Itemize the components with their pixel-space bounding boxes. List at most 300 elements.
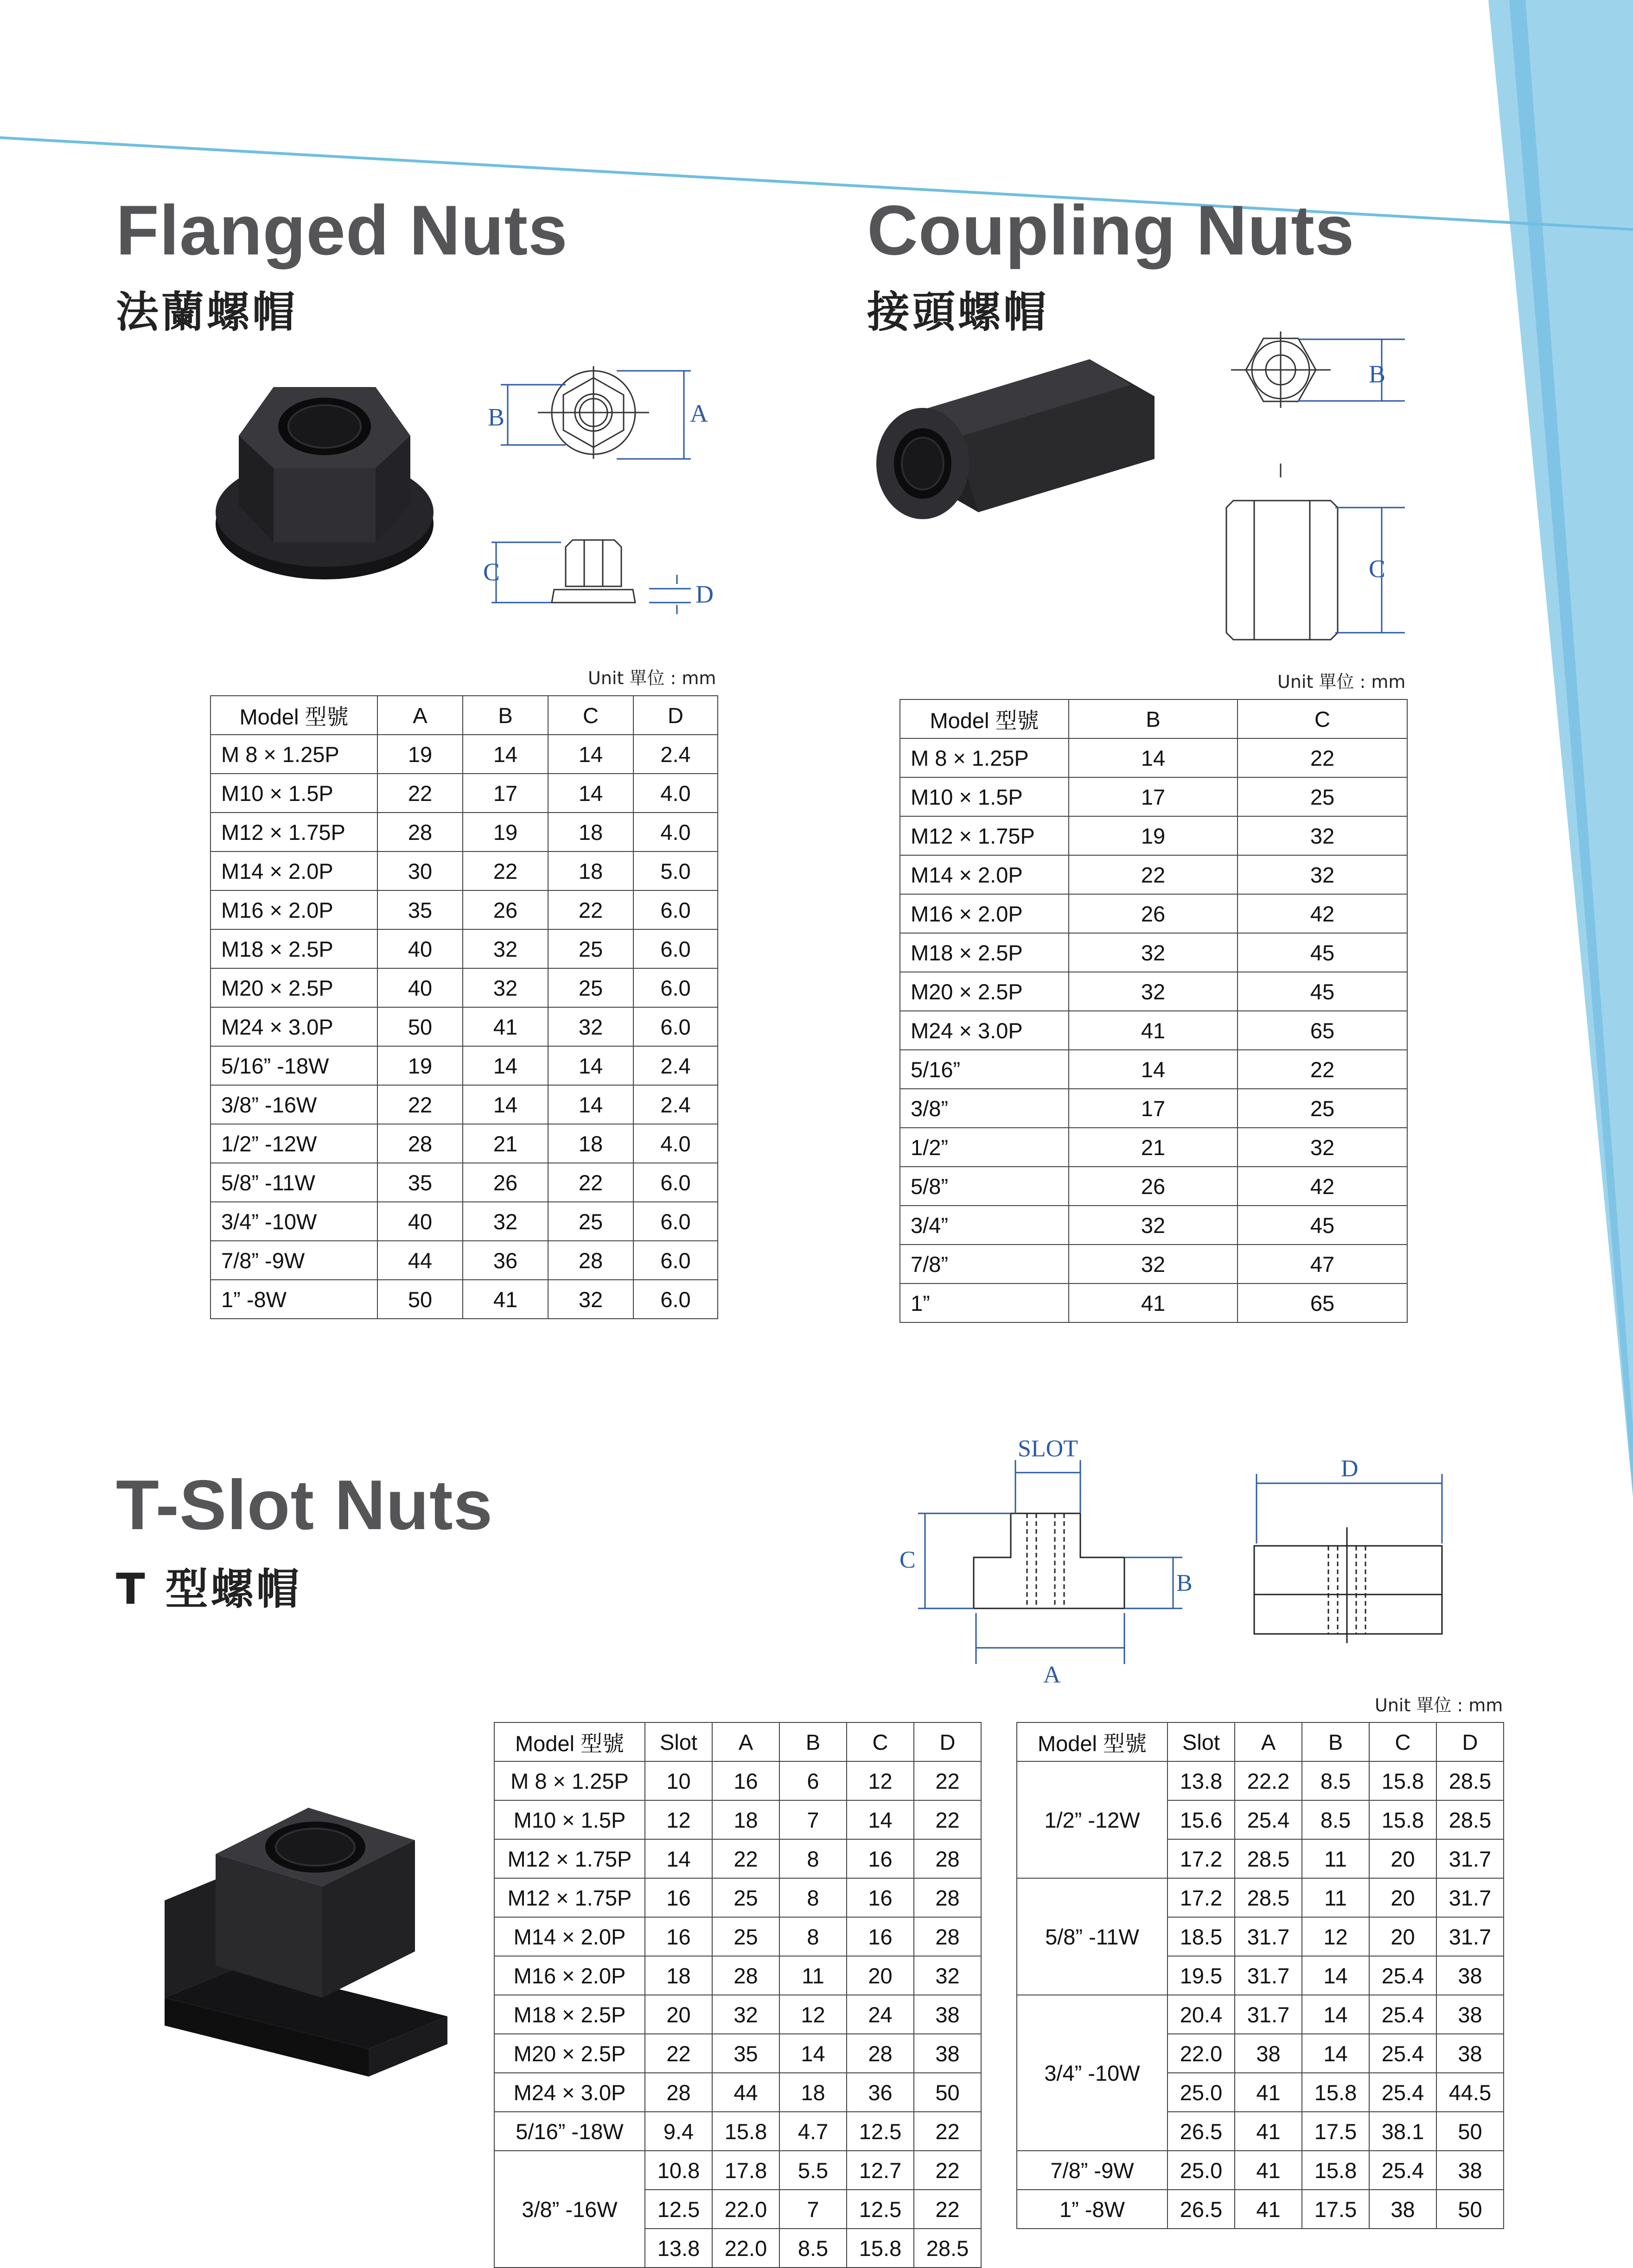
- table-row: [494, 2073, 981, 2112]
- value-cell: 12: [847, 1761, 914, 1800]
- value-cell: 18: [779, 2073, 847, 2112]
- coupling-diagram-label-b: B: [1369, 360, 1386, 388]
- value-cell: 47: [1238, 1245, 1407, 1283]
- flanged-diagram-label-b: B: [488, 403, 505, 431]
- value-cell: 28.5: [914, 2229, 981, 2268]
- table-row: [494, 2151, 981, 2190]
- value-cell: 9.4: [645, 2112, 712, 2151]
- value-cell: 19.5: [1167, 1956, 1235, 1995]
- value-cell: 22.2: [1235, 1761, 1302, 1800]
- column-header-model: Model 型號: [494, 1722, 645, 1761]
- table-row: [1017, 2151, 1504, 2190]
- tslot-nuts-spec-table-imperial: [1016, 1722, 1504, 2229]
- table-header-row: [900, 699, 1407, 738]
- value-cell: 14: [779, 2034, 847, 2073]
- value-cell: 13.8: [645, 2229, 712, 2268]
- table-row: [900, 1089, 1407, 1128]
- value-cell: 28.5: [1235, 1878, 1302, 1917]
- table-row: [494, 1839, 981, 1878]
- value-cell: 11: [1302, 1839, 1369, 1878]
- value-cell: 25.4: [1369, 1995, 1436, 2034]
- model-cell: 1/2” -12W: [211, 1124, 377, 1163]
- model-cell: M18 × 2.5P: [211, 929, 377, 968]
- model-cell: M10 × 1.5P: [494, 1800, 645, 1839]
- model-cell: 3/8” -16W: [211, 1085, 377, 1124]
- value-cell: 32: [463, 1202, 548, 1241]
- model-cell: M 8 × 1.25P: [211, 735, 377, 774]
- table-row: [211, 1046, 718, 1085]
- table-row: [900, 933, 1407, 972]
- value-cell: 28: [548, 1241, 633, 1280]
- tslot-diagram-label-slot: SLOT: [1018, 1436, 1078, 1462]
- value-cell: 4.0: [633, 1124, 718, 1163]
- value-cell: 31.7: [1436, 1917, 1504, 1956]
- value-cell: 17.5: [1302, 2112, 1369, 2151]
- value-cell: 22: [645, 2034, 712, 2073]
- value-cell: 30: [377, 851, 463, 890]
- table-row: [211, 851, 718, 890]
- value-cell: 28.5: [1436, 1800, 1504, 1839]
- table-row: [494, 1956, 981, 1995]
- value-cell: 41: [1069, 1283, 1238, 1322]
- flanged-nut-photo: [195, 352, 454, 593]
- model-cell: M24 × 3.0P: [494, 2073, 645, 2112]
- model-cell: M12 × 1.75P: [900, 816, 1069, 855]
- column-header-b: B: [1069, 699, 1238, 738]
- value-cell: 14: [1069, 1050, 1238, 1089]
- table-row: [900, 816, 1407, 855]
- model-cell: 1” -8W: [1017, 2190, 1167, 2229]
- value-cell: 11: [1302, 1878, 1369, 1917]
- value-cell: 40: [377, 968, 463, 1007]
- value-cell: 22: [712, 1839, 779, 1878]
- model-cell: M16 × 2.0P: [900, 894, 1069, 933]
- table-row: [900, 738, 1407, 777]
- column-header-model: Model 型號: [211, 696, 377, 735]
- table-row: [494, 1761, 981, 1800]
- value-cell: 22: [914, 2112, 981, 2151]
- flanged-diagram-label-d: D: [695, 580, 714, 608]
- value-cell: 25.0: [1167, 2151, 1235, 2190]
- model-cell: 5/16” -18W: [211, 1046, 377, 1085]
- model-cell: 3/4” -10W: [1017, 1995, 1167, 2151]
- table-row: [900, 1206, 1407, 1245]
- column-header-a: A: [1235, 1722, 1302, 1761]
- model-cell: 5/16” -18W: [494, 2112, 645, 2151]
- value-cell: 31.7: [1235, 1995, 1302, 2034]
- value-cell: 14: [463, 1046, 548, 1085]
- value-cell: 25.4: [1369, 2151, 1436, 2190]
- model-cell: 5/16”: [900, 1050, 1069, 1089]
- value-cell: 25.4: [1369, 2073, 1436, 2112]
- table-row: [1017, 2190, 1504, 2229]
- tslot-diagram-label-d: D: [1341, 1455, 1359, 1482]
- value-cell: 42: [1238, 1167, 1407, 1206]
- value-cell: 65: [1238, 1283, 1407, 1322]
- value-cell: 15.8: [712, 2112, 779, 2151]
- value-cell: 28.5: [1235, 1839, 1302, 1878]
- value-cell: 32: [1069, 1206, 1238, 1245]
- value-cell: 15.8: [1302, 2151, 1369, 2190]
- model-cell: 1/2”: [900, 1128, 1069, 1167]
- value-cell: 38: [1369, 2190, 1436, 2229]
- model-cell: 3/8”: [900, 1089, 1069, 1128]
- value-cell: 25: [548, 1202, 633, 1241]
- value-cell: 15.8: [1369, 1800, 1436, 1839]
- value-cell: 50: [377, 1280, 463, 1319]
- value-cell: 15.6: [1167, 1800, 1235, 1839]
- table-row: [494, 2112, 981, 2151]
- value-cell: 20.4: [1167, 1995, 1235, 2034]
- value-cell: 16: [712, 1761, 779, 1800]
- coupling-nut-diagram: [1196, 324, 1456, 649]
- value-cell: 25.4: [1369, 1956, 1436, 1995]
- value-cell: 18: [712, 1800, 779, 1839]
- value-cell: 26: [463, 1163, 548, 1202]
- model-cell: M14 × 2.0P: [494, 1917, 645, 1956]
- value-cell: 18.5: [1167, 1917, 1235, 1956]
- value-cell: 41: [1235, 2073, 1302, 2112]
- value-cell: 28: [377, 1124, 463, 1163]
- table-row: [900, 972, 1407, 1011]
- model-cell: M16 × 2.0P: [211, 890, 377, 929]
- value-cell: 36: [463, 1241, 548, 1280]
- tslot-nuts-spec-table-metric: [494, 1722, 982, 2268]
- value-cell: 31.7: [1436, 1878, 1504, 1917]
- table-header-row: [1017, 1722, 1504, 1761]
- tslot-unit-label: Unit 單位 : mm: [1375, 1695, 1503, 1715]
- value-cell: 6.0: [633, 1241, 718, 1280]
- coupling-nuts-spec-table: [899, 699, 1408, 1323]
- model-cell: M20 × 2.5P: [900, 972, 1069, 1011]
- model-cell: 5/8”: [900, 1167, 1069, 1206]
- coupling-diagram-label-c: C: [1369, 555, 1386, 583]
- value-cell: 38: [1436, 1995, 1504, 2034]
- value-cell: 15.8: [847, 2229, 914, 2268]
- value-cell: 14: [1302, 1995, 1369, 2034]
- column-header-d: D: [1436, 1722, 1504, 1761]
- model-cell: M14 × 2.0P: [211, 851, 377, 890]
- table-row: [211, 929, 718, 968]
- value-cell: 32: [1069, 972, 1238, 1011]
- table-row: [900, 1050, 1407, 1089]
- value-cell: 32: [1238, 855, 1407, 894]
- flanged-diagram-label-c: C: [483, 558, 500, 586]
- value-cell: 15.8: [1302, 2073, 1369, 2112]
- model-cell: M20 × 2.5P: [494, 2034, 645, 2073]
- column-header-b: B: [463, 696, 548, 735]
- column-header-c: C: [548, 696, 633, 735]
- coupling-nuts-title: Coupling Nuts: [867, 191, 1355, 270]
- model-cell: M24 × 3.0P: [900, 1011, 1069, 1050]
- column-header-model: Model 型號: [900, 699, 1069, 738]
- value-cell: 6.0: [633, 968, 718, 1007]
- value-cell: 17.8: [712, 2151, 779, 2190]
- value-cell: 28: [914, 1839, 981, 1878]
- value-cell: 45: [1238, 933, 1407, 972]
- table-row: [900, 1011, 1407, 1050]
- table-row: [1017, 1878, 1504, 1917]
- table-row: [211, 1202, 718, 1241]
- value-cell: 12: [645, 1800, 712, 1839]
- column-header-slot: Slot: [1167, 1722, 1235, 1761]
- value-cell: 19: [377, 1046, 463, 1085]
- value-cell: 26: [1069, 894, 1238, 933]
- value-cell: 38: [1436, 1956, 1504, 1995]
- value-cell: 22: [914, 1761, 981, 1800]
- value-cell: 44: [377, 1241, 463, 1280]
- table-row: [211, 1241, 718, 1280]
- value-cell: 18: [548, 851, 633, 890]
- table-row: [494, 1878, 981, 1917]
- value-cell: 10: [645, 1761, 712, 1800]
- value-cell: 13.8: [1167, 1761, 1235, 1800]
- value-cell: 31.7: [1235, 1917, 1302, 1956]
- column-header-b: B: [1302, 1722, 1369, 1761]
- value-cell: 44: [712, 2073, 779, 2112]
- value-cell: 14: [847, 1800, 914, 1839]
- table-row: [900, 1167, 1407, 1206]
- value-cell: 40: [377, 1202, 463, 1241]
- value-cell: 16: [645, 1878, 712, 1917]
- value-cell: 31.7: [1436, 1839, 1504, 1878]
- value-cell: 16: [847, 1839, 914, 1878]
- value-cell: 12: [1302, 1917, 1369, 1956]
- table-row: [494, 2034, 981, 2073]
- value-cell: 28: [645, 2073, 712, 2112]
- value-cell: 35: [377, 890, 463, 929]
- value-cell: 19: [463, 813, 548, 851]
- model-cell: M 8 × 1.25P: [494, 1761, 645, 1800]
- model-cell: 7/8” -9W: [1017, 2151, 1167, 2190]
- value-cell: 18: [548, 813, 633, 851]
- value-cell: 17: [1069, 1089, 1238, 1128]
- value-cell: 25.0: [1167, 2073, 1235, 2112]
- value-cell: 28: [914, 1878, 981, 1917]
- flanged-diagram-label-a: A: [690, 400, 708, 427]
- table-row: [494, 1800, 981, 1839]
- table-header-row: [494, 1722, 981, 1761]
- value-cell: 31.7: [1235, 1956, 1302, 1995]
- value-cell: 7: [779, 2190, 847, 2229]
- value-cell: 26: [1069, 1167, 1238, 1206]
- model-cell: 1”: [900, 1283, 1069, 1322]
- table-row: [211, 1280, 718, 1319]
- value-cell: 25: [548, 929, 633, 968]
- value-cell: 2.4: [633, 1085, 718, 1124]
- value-cell: 32: [1069, 1245, 1238, 1283]
- value-cell: 4.0: [633, 813, 718, 851]
- table-row: [211, 968, 718, 1007]
- model-cell: 3/4” -10W: [211, 1202, 377, 1241]
- value-cell: 14: [463, 1085, 548, 1124]
- model-cell: 7/8”: [900, 1245, 1069, 1283]
- model-cell: M 8 × 1.25P: [900, 738, 1069, 777]
- model-cell: M24 × 3.0P: [211, 1007, 377, 1046]
- value-cell: 19: [1069, 816, 1238, 855]
- value-cell: 17: [463, 774, 548, 813]
- value-cell: 12: [779, 1995, 847, 2034]
- value-cell: 38: [914, 1995, 981, 2034]
- flanged-nuts-spec-table: [210, 695, 718, 1319]
- value-cell: 25: [712, 1878, 779, 1917]
- value-cell: 25: [712, 1917, 779, 1956]
- flanged-unit-label: Unit 單位 : mm: [588, 668, 716, 688]
- column-header-b: B: [779, 1722, 847, 1761]
- table-row: [900, 894, 1407, 933]
- value-cell: 6: [779, 1761, 847, 1800]
- table-row: [211, 735, 718, 774]
- value-cell: 41: [1235, 2190, 1302, 2229]
- tslot-nuts-subtitle: T 型螺帽: [116, 1564, 302, 1614]
- tslot-nut-diagram: [881, 1428, 1498, 1687]
- table-row: [900, 777, 1407, 816]
- value-cell: 41: [463, 1280, 548, 1319]
- value-cell: 50: [1436, 2112, 1504, 2151]
- value-cell: 6.0: [633, 1280, 718, 1319]
- table-row: [211, 774, 718, 813]
- model-cell: M16 × 2.0P: [494, 1956, 645, 1995]
- value-cell: 38: [1436, 2151, 1504, 2190]
- model-cell: 1/2” -12W: [1017, 1761, 1167, 1878]
- value-cell: 8.5: [1302, 1800, 1369, 1839]
- value-cell: 41: [1069, 1011, 1238, 1050]
- coupling-nuts-subtitle: 接頭螺帽: [867, 287, 1049, 337]
- value-cell: 35: [377, 1163, 463, 1202]
- value-cell: 6.0: [633, 1007, 718, 1046]
- value-cell: 4.7: [779, 2112, 847, 2151]
- value-cell: 14: [548, 1046, 633, 1085]
- model-cell: M18 × 2.5P: [900, 933, 1069, 972]
- value-cell: 14: [1069, 738, 1238, 777]
- value-cell: 45: [1238, 972, 1407, 1011]
- value-cell: 22.0: [712, 2229, 779, 2268]
- value-cell: 21: [463, 1124, 548, 1163]
- value-cell: 6.0: [633, 929, 718, 968]
- value-cell: 19: [377, 735, 463, 774]
- value-cell: 16: [645, 1917, 712, 1956]
- value-cell: 32: [548, 1007, 633, 1046]
- value-cell: 26: [463, 890, 548, 929]
- value-cell: 20: [645, 1995, 712, 2034]
- value-cell: 32: [1069, 933, 1238, 972]
- value-cell: 12.5: [847, 2112, 914, 2151]
- column-header-a: A: [377, 696, 463, 735]
- value-cell: 20: [847, 1956, 914, 1995]
- table-row: [211, 1124, 718, 1163]
- table-row: [494, 1995, 981, 2034]
- value-cell: 22: [914, 2190, 981, 2229]
- value-cell: 22: [1069, 855, 1238, 894]
- tslot-diagram-label-b: B: [1176, 1570, 1193, 1596]
- value-cell: 32: [914, 1956, 981, 1995]
- column-header-d: D: [914, 1722, 981, 1761]
- value-cell: 20: [1369, 1878, 1436, 1917]
- value-cell: 6.0: [633, 1202, 718, 1241]
- value-cell: 28: [377, 813, 463, 851]
- value-cell: 32: [548, 1280, 633, 1319]
- coupling-nut-photo: [872, 352, 1173, 547]
- flanged-nut-diagram: [473, 352, 733, 630]
- value-cell: 8.5: [779, 2229, 847, 2268]
- value-cell: 6.0: [633, 1163, 718, 1202]
- table-row: [211, 890, 718, 929]
- value-cell: 32: [712, 1995, 779, 2034]
- model-cell: 5/8” -11W: [1017, 1878, 1167, 1995]
- table-row: [900, 1245, 1407, 1283]
- coupling-unit-label: Unit 單位 : mm: [1277, 672, 1406, 692]
- model-cell: 3/4”: [900, 1206, 1069, 1245]
- table-row: [900, 855, 1407, 894]
- value-cell: 8: [779, 1839, 847, 1878]
- value-cell: 41: [1235, 2112, 1302, 2151]
- model-cell: M18 × 2.5P: [494, 1995, 645, 2034]
- value-cell: 12.5: [645, 2190, 712, 2229]
- column-header-d: D: [633, 696, 718, 735]
- column-header-model: Model 型號: [1017, 1722, 1167, 1761]
- table-row: [900, 1283, 1407, 1322]
- value-cell: 22: [463, 851, 548, 890]
- value-cell: 24: [847, 1995, 914, 2034]
- value-cell: 2.4: [633, 1046, 718, 1085]
- value-cell: 16: [847, 1878, 914, 1917]
- value-cell: 22: [1238, 1050, 1407, 1089]
- value-cell: 7: [779, 1800, 847, 1839]
- table-row: [211, 1007, 718, 1046]
- model-cell: M10 × 1.5P: [900, 777, 1069, 816]
- value-cell: 17.2: [1167, 1839, 1235, 1878]
- value-cell: 50: [914, 2073, 981, 2112]
- value-cell: 17: [1069, 777, 1238, 816]
- value-cell: 2.4: [633, 735, 718, 774]
- table-header-row: [211, 696, 718, 735]
- table-row: [494, 1917, 981, 1956]
- value-cell: 17.5: [1302, 2190, 1369, 2229]
- value-cell: 14: [548, 774, 633, 813]
- value-cell: 14: [1302, 1956, 1369, 1995]
- table-row: [211, 813, 718, 851]
- value-cell: 28: [847, 2034, 914, 2073]
- value-cell: 8: [779, 1917, 847, 1956]
- model-cell: 5/8” -11W: [211, 1163, 377, 1202]
- value-cell: 22: [1238, 738, 1407, 777]
- value-cell: 18: [645, 1956, 712, 1995]
- value-cell: 65: [1238, 1011, 1407, 1050]
- table-row: [1017, 1761, 1504, 1800]
- table-row: [211, 1085, 718, 1124]
- value-cell: 14: [645, 1839, 712, 1878]
- value-cell: 22: [548, 1163, 633, 1202]
- value-cell: 18: [548, 1124, 633, 1163]
- value-cell: 4.0: [633, 774, 718, 813]
- tslot-nut-photo: [146, 1798, 461, 2086]
- value-cell: 25: [1238, 1089, 1407, 1128]
- model-cell: M12 × 1.75P: [211, 813, 377, 851]
- column-header-slot: Slot: [645, 1722, 712, 1761]
- column-header-a: A: [712, 1722, 779, 1761]
- table-row: [900, 1128, 1407, 1167]
- value-cell: 26.5: [1167, 2190, 1235, 2229]
- value-cell: 28: [712, 1956, 779, 1995]
- value-cell: 11: [779, 1956, 847, 1995]
- tslot-nuts-title: T-Slot Nuts: [116, 1466, 493, 1544]
- value-cell: 20: [1369, 1917, 1436, 1956]
- value-cell: 38: [914, 2034, 981, 2073]
- table-row: [211, 1163, 718, 1202]
- value-cell: 25.4: [1235, 1800, 1302, 1839]
- value-cell: 22: [548, 890, 633, 929]
- flanged-nuts-title: Flanged Nuts: [116, 191, 568, 270]
